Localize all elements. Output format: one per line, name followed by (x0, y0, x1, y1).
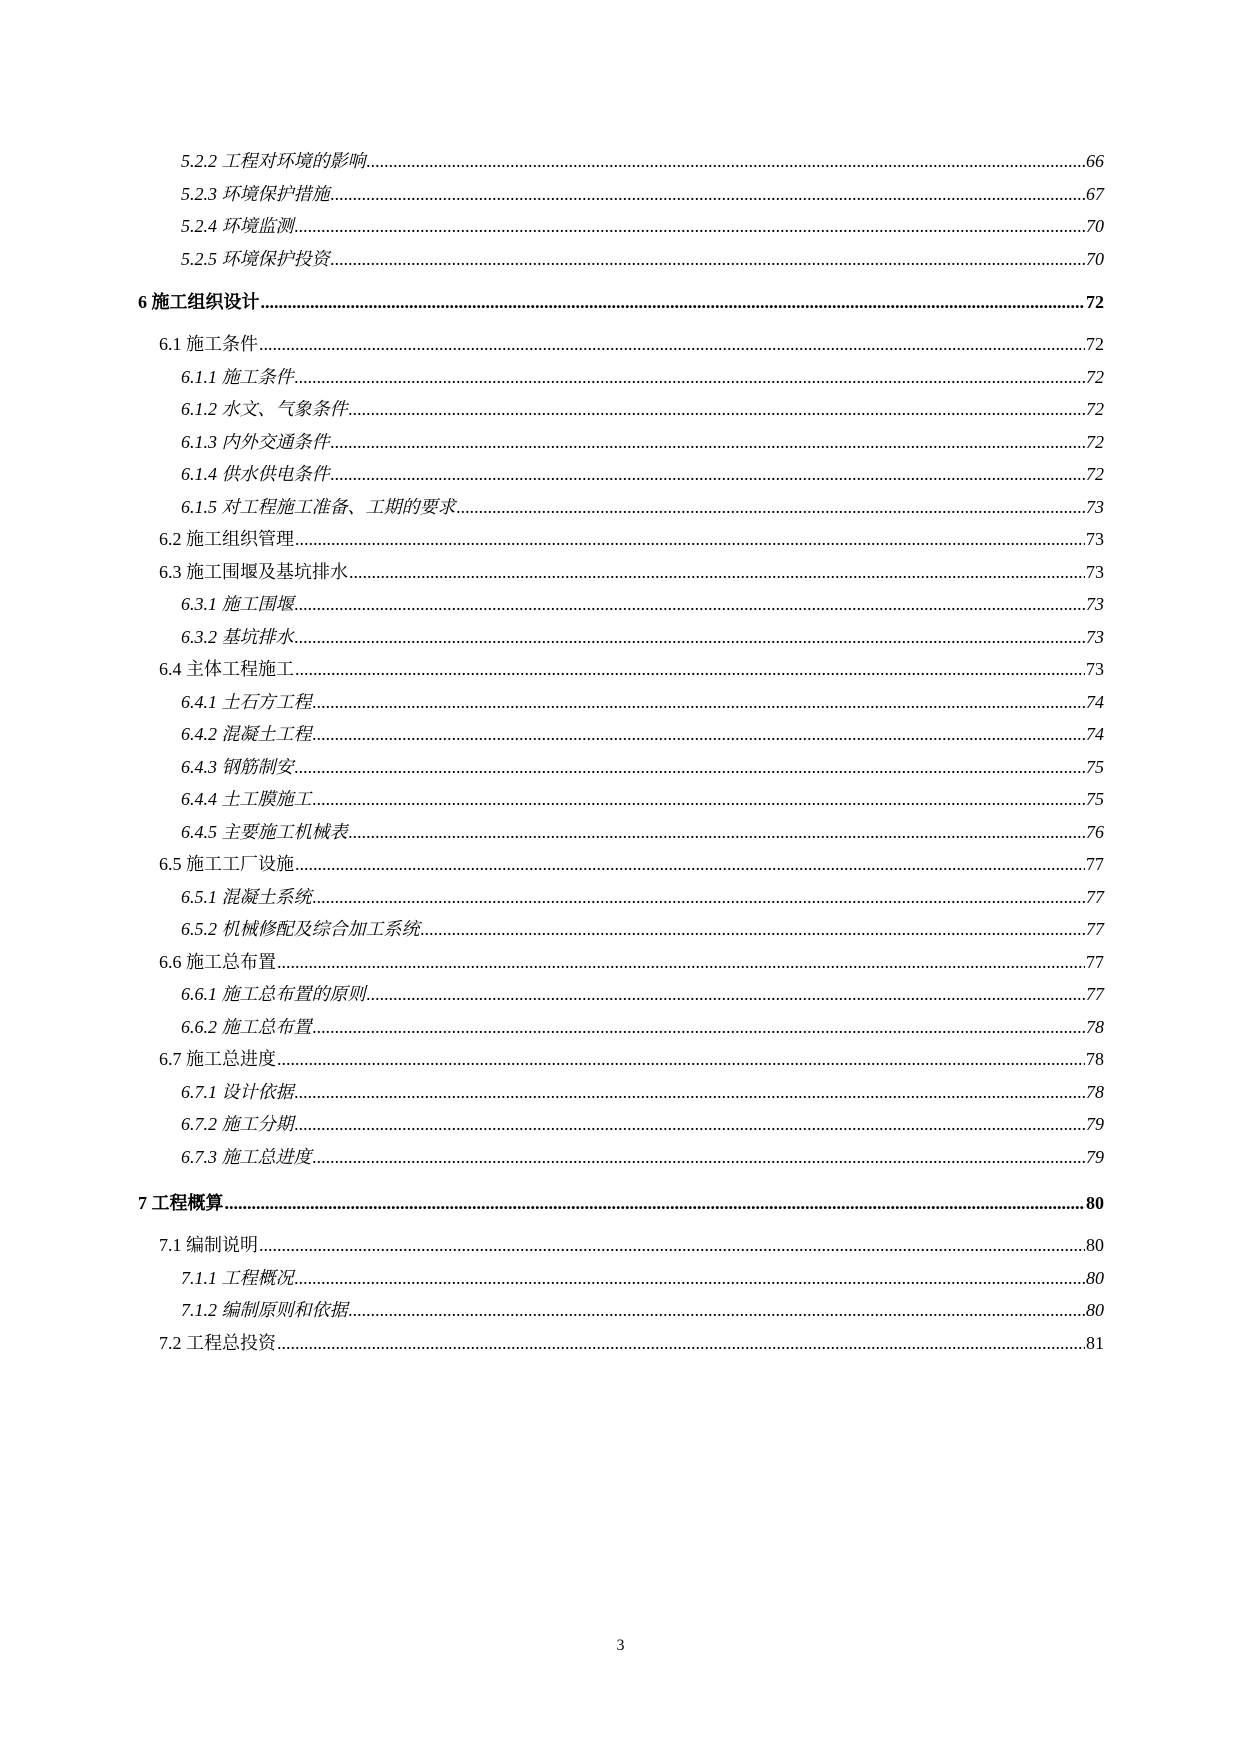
toc-dot-leader (295, 853, 1085, 875)
toc-subsection-entry[interactable] (138, 983, 1104, 1016)
toc-entry-page: 80 (1086, 1193, 1104, 1213)
toc-dot-leader (295, 1267, 1086, 1289)
toc-subsection-entry[interactable] (138, 1299, 1104, 1332)
toc-dot-leader (295, 593, 1086, 615)
toc-entry-page: 73 (1086, 594, 1104, 614)
toc-entry-page: 72 (1086, 366, 1104, 387)
toc-subsection-entry[interactable] (138, 248, 1104, 281)
toc-entry-label: 5.2.5 环境保护投资 (181, 248, 330, 269)
toc-subsection-entry[interactable] (138, 1113, 1104, 1146)
toc-entry-label: 6.6.1 施工总布置的原则 (181, 984, 366, 1004)
table-of-contents (138, 150, 1104, 1364)
toc-entry-label: 6.4.5 主要施工机械表 (181, 821, 348, 842)
page-number: 3 (616, 1637, 625, 1654)
toc-entry-page: 77 (1086, 854, 1104, 874)
toc-entry-page: 78 (1086, 1049, 1104, 1069)
toc-entry-page: 73 (1086, 626, 1104, 647)
toc-entry-label: 6.4.3 钢筋制安 (181, 756, 294, 777)
toc-entry-label: 6 施工组织设计 (138, 292, 260, 312)
toc-entry-page: 77 (1086, 984, 1104, 1004)
toc-entry-label: 7.2 工程总投资 (159, 1332, 276, 1353)
toc-entry-page: 78 (1086, 1081, 1104, 1102)
toc-dot-leader (331, 431, 1086, 453)
toc-entry-label: 6.7 施工总进度 (159, 1049, 276, 1069)
toc-section-entry[interactable] (138, 333, 1104, 366)
toc-dot-leader (421, 918, 1086, 940)
toc-subsection-entry[interactable] (138, 496, 1104, 529)
toc-dot-leader (349, 821, 1086, 843)
toc-entry-page: 70 (1086, 248, 1104, 269)
toc-dot-leader (313, 788, 1086, 810)
toc-entry-page: 78 (1086, 1016, 1104, 1037)
toc-dot-leader (313, 1146, 1086, 1168)
toc-entry-label: 5.2.4 环境监测 (181, 216, 294, 236)
toc-entry-page: 76 (1086, 821, 1104, 842)
toc-dot-leader (261, 291, 1086, 313)
toc-dot-leader (313, 886, 1086, 908)
toc-section-entry[interactable] (138, 658, 1104, 691)
toc-entry-page: 75 (1086, 789, 1104, 809)
toc-subsection-entry[interactable] (138, 626, 1104, 659)
toc-entry-label: 6.2 施工组织管理 (159, 529, 294, 549)
toc-entry-label: 6.4 主体工程施工 (159, 659, 294, 679)
toc-dot-leader (331, 463, 1086, 485)
toc-entry-page: 70 (1086, 216, 1104, 236)
toc-subsection-entry[interactable] (138, 1016, 1104, 1049)
toc-entry-page: 77 (1086, 919, 1104, 939)
toc-entry-page: 72 (1086, 399, 1104, 419)
toc-dot-leader (295, 215, 1086, 237)
toc-entry-label: 6.1.3 内外交通条件 (181, 431, 330, 452)
toc-entry-label: 7.1.2 编制原则和依据 (181, 1300, 348, 1320)
toc-dot-leader (295, 658, 1085, 680)
toc-entry-label: 5.2.3 环境保护措施 (181, 183, 330, 204)
toc-entry-page: 74 (1086, 691, 1104, 712)
toc-chapter-entry[interactable] (138, 1192, 1104, 1214)
toc-entry-page: 72 (1086, 292, 1104, 312)
toc-entry-label: 6.1 施工条件 (159, 334, 258, 354)
toc-subsection-entry[interactable] (138, 593, 1104, 626)
toc-subsection-entry[interactable] (138, 821, 1104, 854)
toc-dot-leader (349, 398, 1086, 420)
toc-dot-leader (259, 333, 1085, 355)
toc-entry-label: 5.2.2 工程对环境的影响 (181, 151, 366, 171)
toc-entry-page: 73 (1086, 496, 1104, 517)
toc-subsection-entry[interactable] (138, 756, 1104, 789)
toc-entry-label: 6.3.2 基坑排水 (181, 626, 294, 647)
toc-subsection-entry[interactable] (138, 1267, 1104, 1300)
toc-entry-page: 81 (1086, 1332, 1104, 1353)
toc-entry-page: 73 (1086, 561, 1104, 582)
toc-dot-leader (313, 1016, 1086, 1038)
toc-subsection-entry[interactable] (138, 886, 1104, 919)
toc-dot-leader (295, 528, 1085, 550)
toc-dot-leader (225, 1192, 1086, 1214)
toc-dot-leader (331, 183, 1086, 205)
toc-entry-page: 77 (1086, 951, 1104, 972)
toc-dot-leader (277, 951, 1085, 973)
toc-subsection-entry[interactable] (138, 431, 1104, 464)
toc-entry-label: 6.6.2 施工总布置 (181, 1016, 312, 1037)
toc-dot-leader (457, 496, 1086, 518)
toc-entry-page: 72 (1086, 431, 1104, 452)
toc-subsection-entry[interactable] (138, 788, 1104, 821)
toc-entry-page: 72 (1086, 334, 1104, 354)
toc-entry-page: 66 (1086, 151, 1104, 171)
toc-section-entry[interactable] (138, 1234, 1104, 1267)
toc-dot-leader (277, 1332, 1085, 1354)
toc-subsection-entry[interactable] (138, 366, 1104, 399)
toc-entry-page: 67 (1086, 183, 1104, 204)
toc-entry-label: 7 工程概算 (138, 1193, 224, 1213)
toc-entry-label: 6.4.4 土工膜施工 (181, 789, 312, 809)
toc-dot-leader (367, 150, 1086, 172)
toc-entry-label: 6.5 施工工厂设施 (159, 854, 294, 874)
toc-dot-leader (259, 1234, 1085, 1256)
toc-subsection-entry[interactable] (138, 183, 1104, 216)
toc-dot-leader (313, 691, 1086, 713)
toc-section-entry[interactable] (138, 1048, 1104, 1081)
toc-entry-page: 79 (1086, 1146, 1104, 1167)
toc-dot-leader (295, 366, 1086, 388)
toc-dot-leader (277, 1048, 1085, 1070)
toc-entry-page: 80 (1086, 1235, 1104, 1255)
toc-dot-leader (349, 561, 1085, 583)
toc-entry-label: 7.1.1 工程概况 (181, 1267, 294, 1288)
toc-entry-label: 6.1.5 对工程施工准备、工期的要求 (181, 496, 456, 517)
toc-entry-label: 6.1.4 供水供电条件 (181, 464, 330, 484)
toc-subsection-entry[interactable] (138, 723, 1104, 756)
toc-entry-label: 6.1.1 施工条件 (181, 366, 294, 387)
toc-dot-leader (313, 723, 1086, 745)
toc-entry-page: 75 (1086, 756, 1104, 777)
toc-entry-page: 73 (1086, 529, 1104, 549)
toc-entry-label: 6.7.3 施工总进度 (181, 1146, 312, 1167)
toc-dot-leader (331, 248, 1086, 270)
toc-entry-page: 79 (1086, 1114, 1104, 1134)
toc-dot-leader (367, 983, 1086, 1005)
toc-dot-leader (295, 1113, 1086, 1135)
toc-entry-label: 6.5.1 混凝土系统 (181, 886, 312, 907)
toc-subsection-entry[interactable] (138, 150, 1104, 183)
toc-subsection-entry[interactable] (138, 691, 1104, 724)
toc-subsection-entry[interactable] (138, 398, 1104, 431)
toc-section-entry[interactable] (138, 561, 1104, 594)
toc-subsection-entry[interactable] (138, 463, 1104, 496)
toc-dot-leader (295, 756, 1086, 778)
toc-entry-page: 80 (1086, 1300, 1104, 1320)
toc-subsection-entry[interactable] (138, 918, 1104, 951)
toc-entry-label: 6.7.1 设计依据 (181, 1081, 294, 1102)
toc-entry-label: 7.1 编制说明 (159, 1235, 258, 1255)
toc-section-entry[interactable] (138, 528, 1104, 561)
toc-entry-label: 6.3 施工围堰及基坑排水 (159, 561, 348, 582)
toc-entry-label: 6.7.2 施工分期 (181, 1114, 294, 1134)
toc-entry-label: 6.6 施工总布置 (159, 951, 276, 972)
toc-entry-label: 6.4.1 土石方工程 (181, 691, 312, 712)
toc-entry-label: 6.5.2 机械修配及综合加工系统 (181, 919, 420, 939)
toc-subsection-entry[interactable] (138, 1081, 1104, 1114)
toc-entry-label: 6.4.2 混凝土工程 (181, 724, 312, 744)
toc-entry-page: 74 (1086, 724, 1104, 744)
toc-entry-page: 80 (1086, 1267, 1104, 1288)
toc-entry-label: 6.1.2 水文、气象条件 (181, 399, 348, 419)
toc-dot-leader (295, 1081, 1086, 1103)
toc-subsection-entry[interactable] (138, 215, 1104, 248)
toc-subsection-entry[interactable] (138, 1146, 1104, 1179)
toc-entry-page: 72 (1086, 464, 1104, 484)
toc-section-entry[interactable] (138, 1332, 1104, 1365)
toc-entry-label: 6.3.1 施工围堰 (181, 594, 294, 614)
toc-entry-page: 73 (1086, 659, 1104, 679)
toc-dot-leader (349, 1299, 1086, 1321)
toc-chapter-entry[interactable] (138, 291, 1104, 313)
toc-section-entry[interactable] (138, 951, 1104, 984)
toc-section-entry[interactable] (138, 853, 1104, 886)
toc-entry-page: 77 (1086, 886, 1104, 907)
toc-dot-leader (295, 626, 1086, 648)
